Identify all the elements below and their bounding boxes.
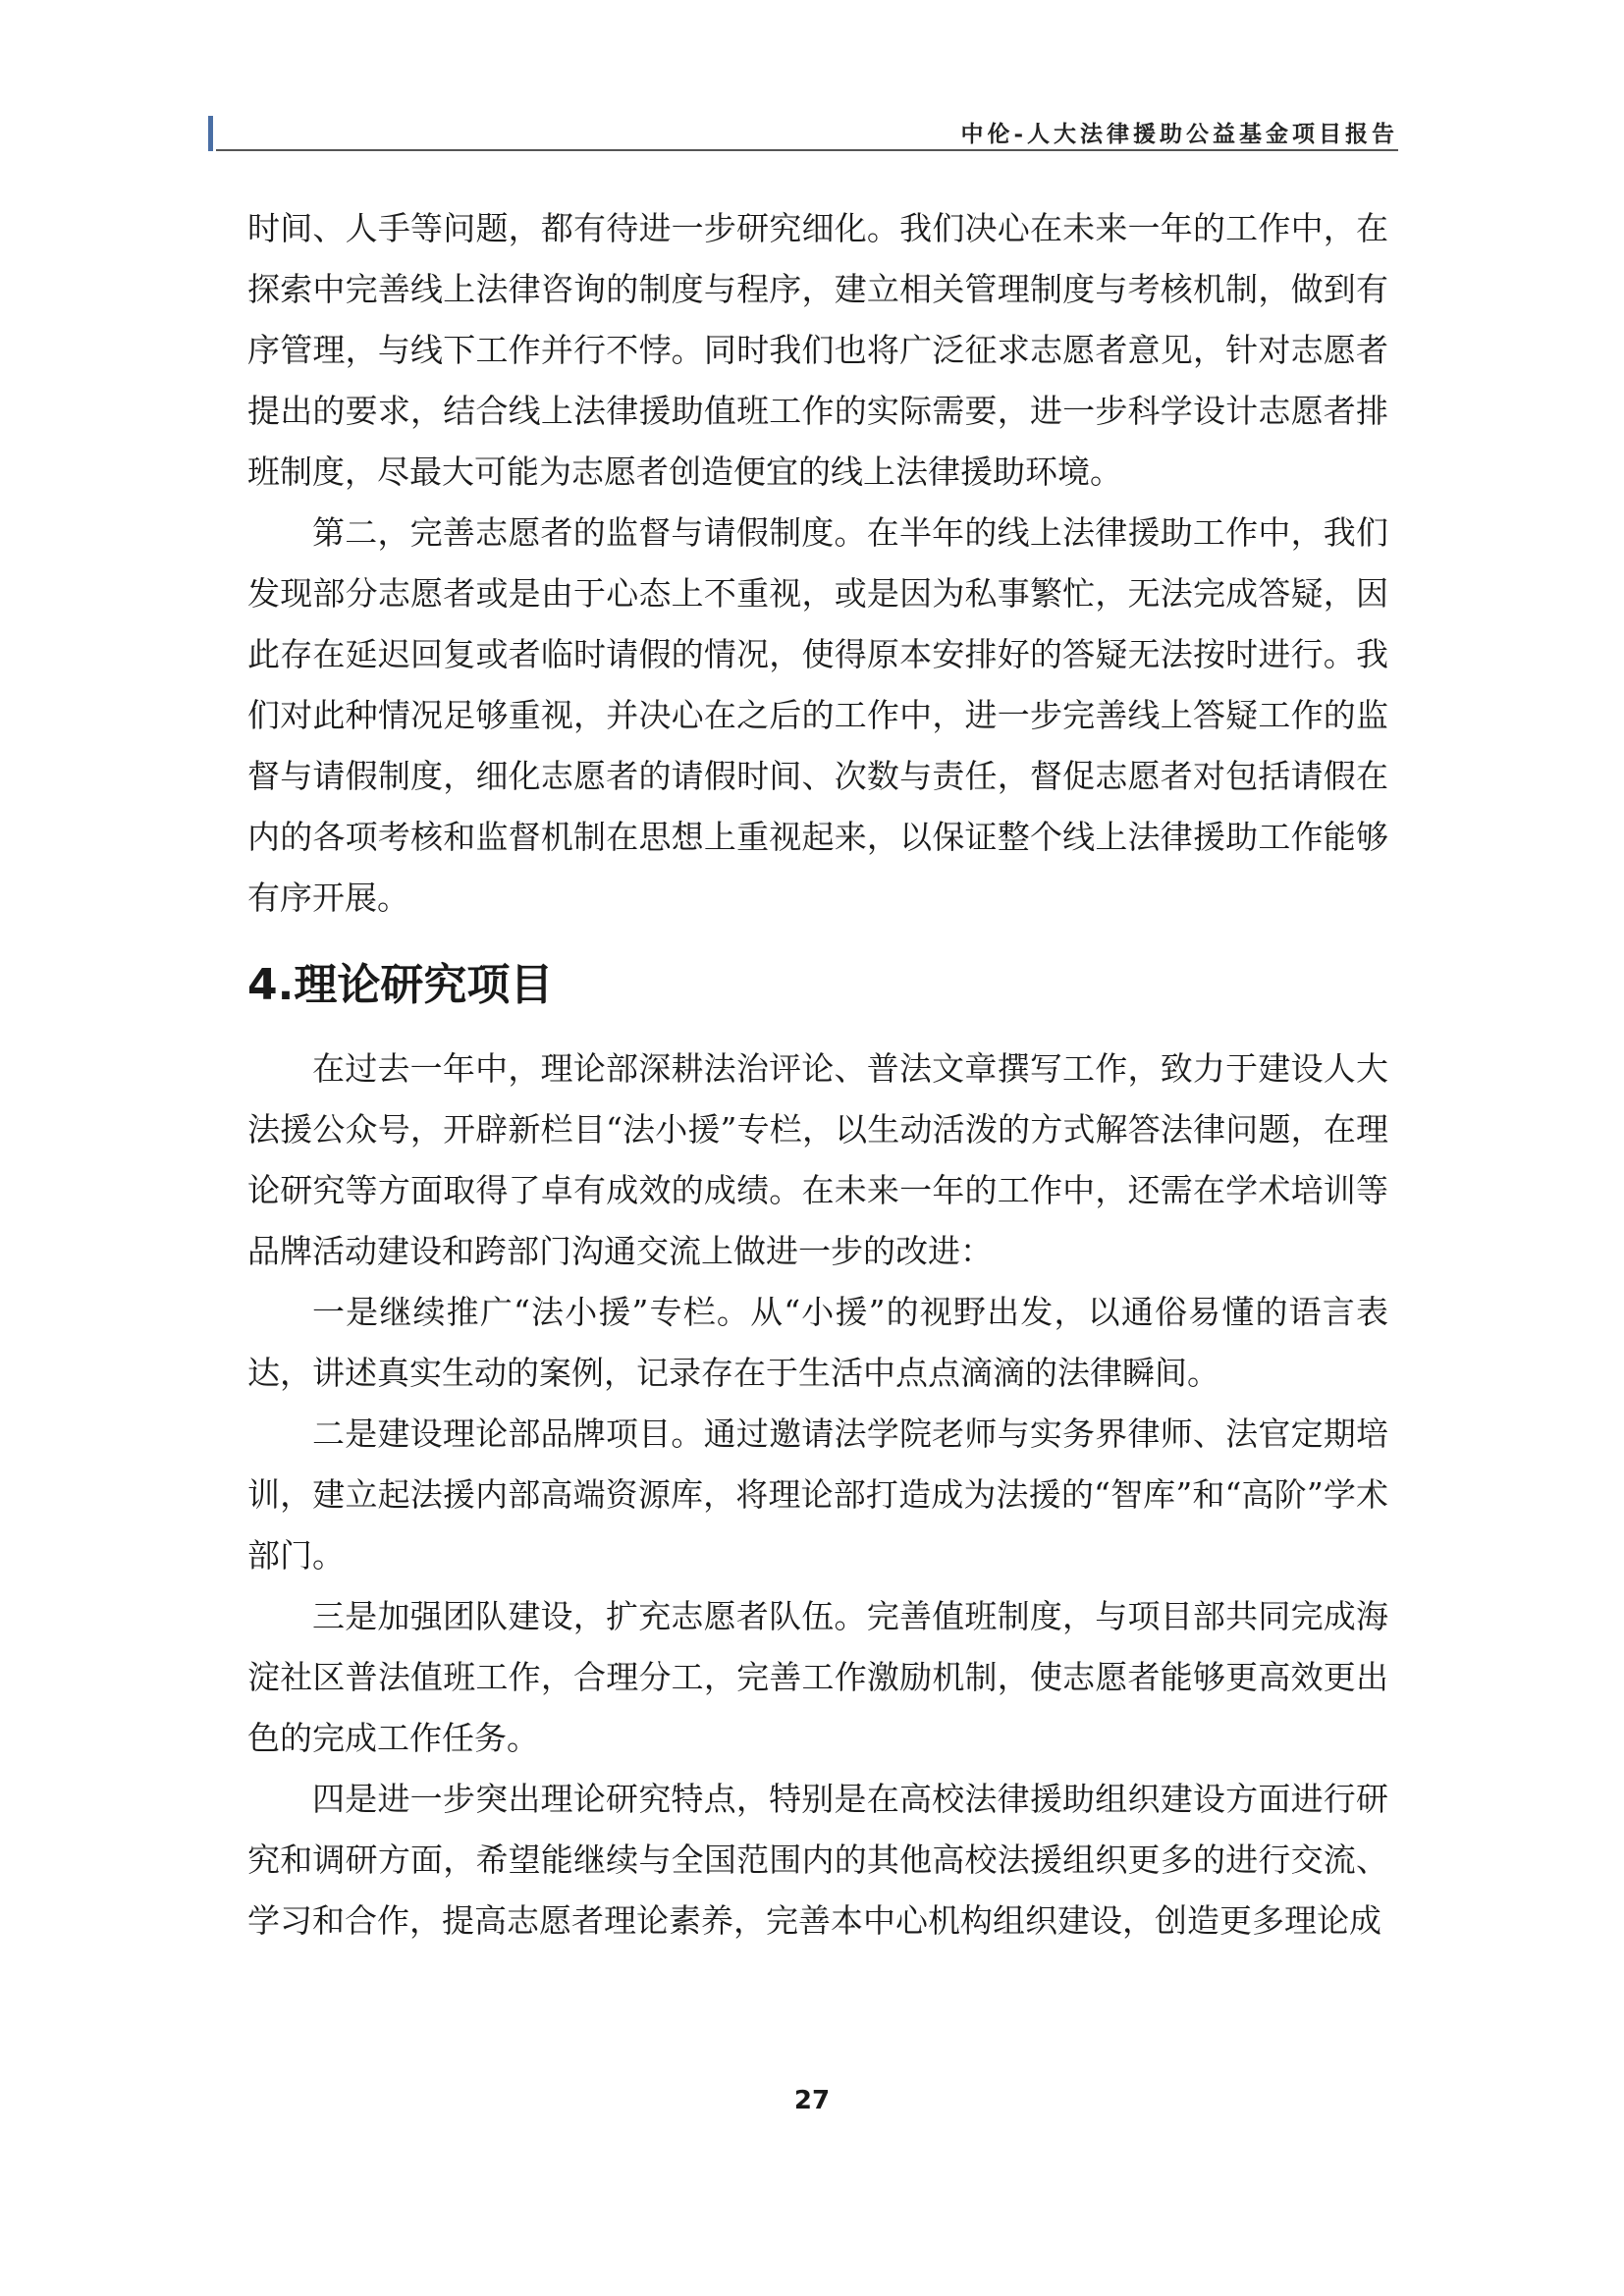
paragraph: 三是加强团队建设，扩充志愿者队伍。完善值班制度，与项目部共同完成海淀社区普法值班工作，合理分工，完善工作激励机制，使志愿者能够更高效更出色的完成工作任务。: [247, 1597, 1388, 1757]
header-accent-bar: [208, 116, 213, 151]
page-number: 27: [793, 2086, 831, 2115]
paragraph: 在过去一年中，理论部深耕法治评论、普法文章撰写工作，致力于建设人大法援公众号，开辟新栏目“法小援”专栏，以生动活泼的方式解答法律问题，在理论研究等方面取得了卓有成效的成绩。在未来一年的工作中，还需在学术培训等品牌活动建设和跨部门沟通交流上做进一步的改进：: [247, 1049, 1388, 1270]
paragraph: 时间、人手等问题，都有待进一步研究细化。我们决心在未来一年的工作中，在探索中完善线上法律咨询的制度与程序，建立相关管理制度与考核机制，做到有序管理，与线下工作并行不悖。同时我们也将广泛征求志愿者意见，针对志愿者提出的要求，结合线上法律援助值班工作的实际需要，进一步科学设计志愿者排班制度，尽最大可能为志愿者创造便宜的线上法律援助环境。: [247, 209, 1388, 491]
paragraph: 第二，完善志愿者的监督与请假制度。在半年的线上法律援助工作中，我们发现部分志愿者或是由于心态上不重视，或是因为私事繁忙，无法完成答疑，因此存在延迟回复或者临时请假的情况，使得原本安排好的答疑无法按时进行。我们对此种情况足够重视，并决心在之后的工作中，进一步完善线上答疑工作的监督与请假制度，细化志愿者的请假时间、次数与责任，督促志愿者对包括请假在内的各项考核和监督机制在思想上重视起来，以保证整个线上法律援助工作能够有序开展。: [247, 513, 1388, 917]
paragraph: 二是建设理论部品牌项目。通过邀请法学院老师与实务界律师、法官定期培训，建立起法援内部高端资源库，将理论部打造成为法援的“智库”和“高阶”学术部门。: [247, 1415, 1388, 1575]
page-header: [208, 110, 1398, 151]
page-body: [247, 198, 1388, 1951]
header-title: 中伦-人大法律援助公益基金项目报告: [960, 121, 1398, 147]
paragraph: 四是进一步突出理论研究特点，特别是在高校法律援助组织建设方面进行研究和调研方面，希望能继续与全国范围内的其他高校法援组织更多的进行交流、学习和合作，提高志愿者理论素养，完善本中心机构组织建设，创造更多理论成: [247, 1780, 1388, 1940]
paragraph: 一是继续推广“法小援”专栏。从“小援”的视野出发，以通俗易懂的语言表达，讲述真实生动的案例，记录存在于生活中点点滴滴的法律瞬间。: [247, 1293, 1388, 1392]
section-heading: 4.理论研究项目: [247, 960, 554, 1010]
header-rule: [216, 149, 1398, 151]
